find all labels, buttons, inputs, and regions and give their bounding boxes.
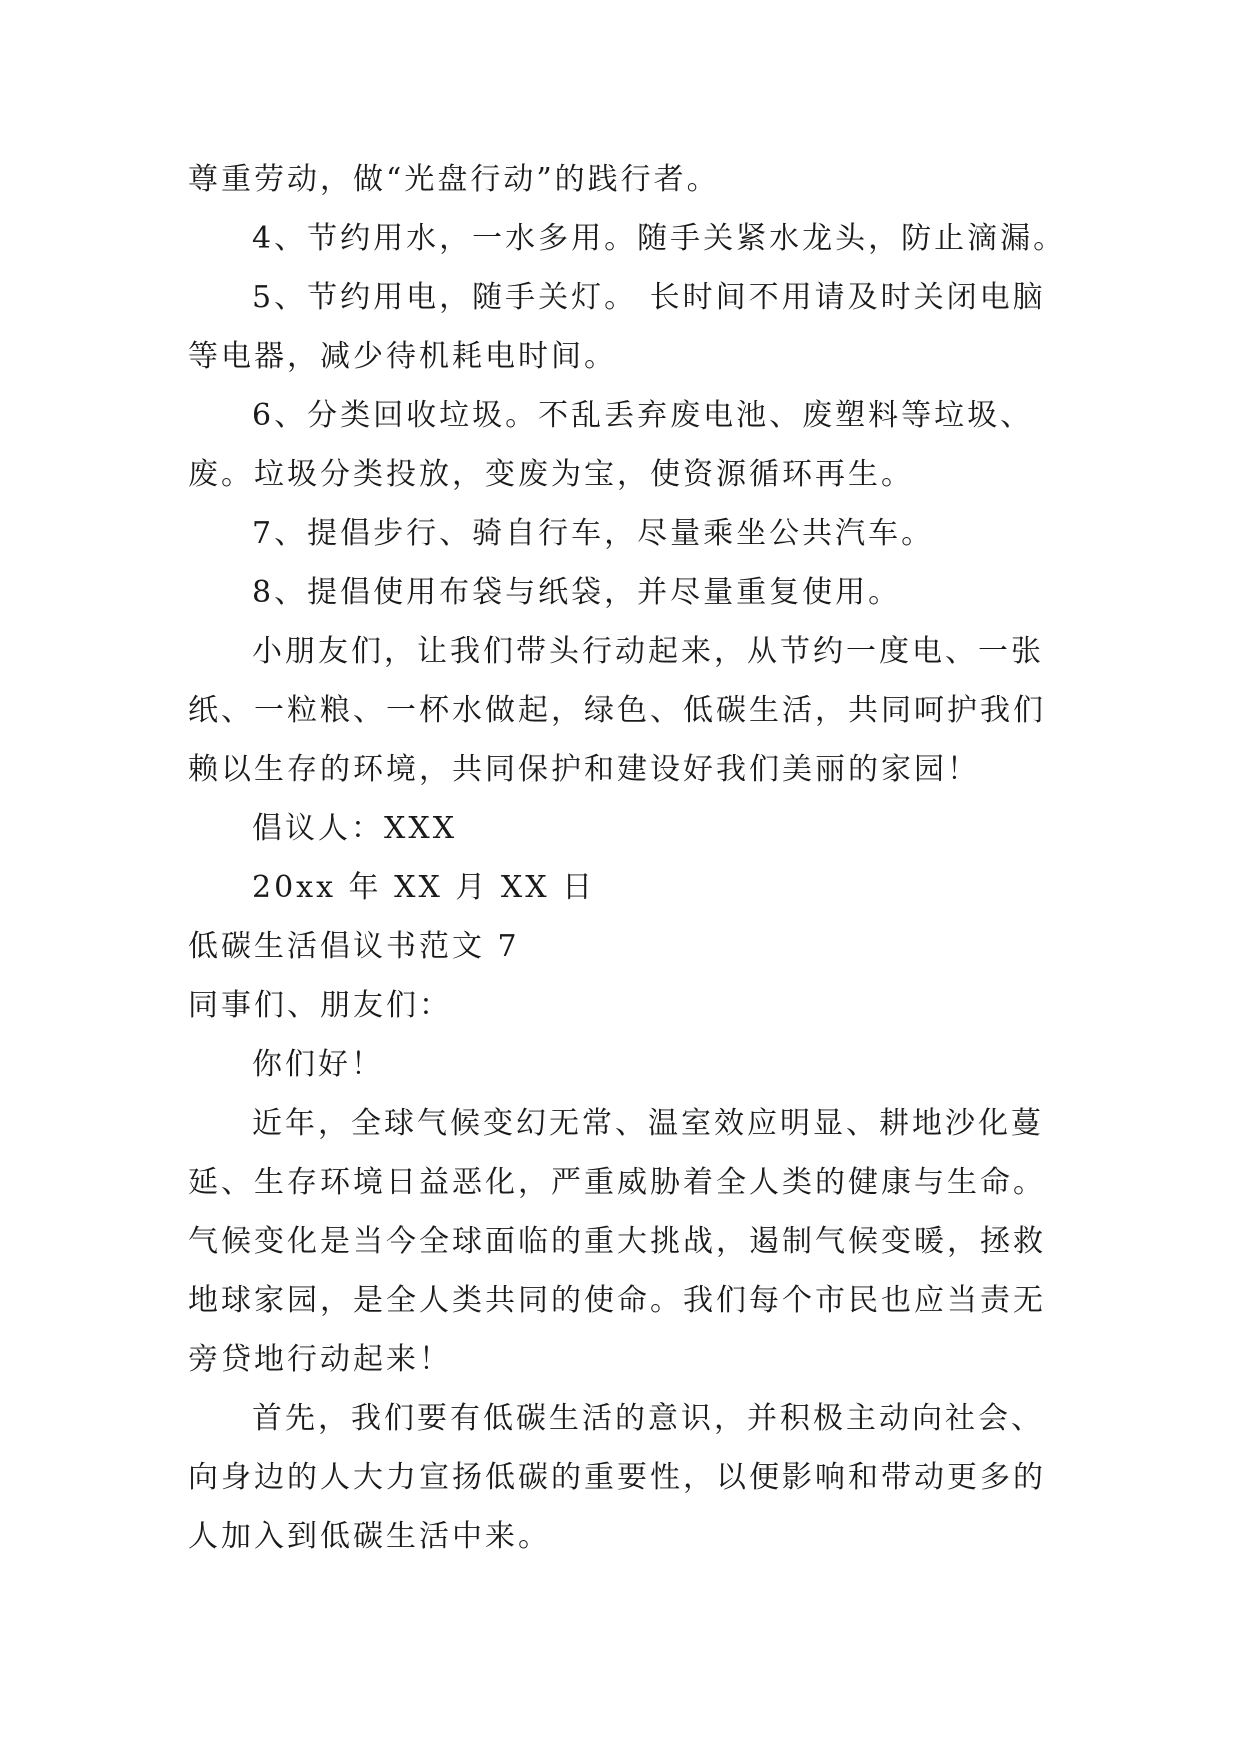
text-line: 旁贷地行动起来！ <box>188 1342 452 1377</box>
text-line: 废。垃圾分类投放，变废为宝，使资源循环再生。 <box>188 457 914 492</box>
text-line: 6、分类回收垃圾。不乱丢弃废电池、废塑料等垃圾、 <box>252 398 1034 433</box>
text-line: 赖以生存的环境，共同保护和建设好我们美丽的家园！ <box>188 752 980 787</box>
text-line: 延、生存环境日益恶化，严重威胁着全人类的健康与生命。 <box>188 1165 1046 1200</box>
section-title: 低碳生活倡议书范文 7 <box>188 929 520 964</box>
text-line: 8、提倡使用布袋与纸袋，并尽量重复使用。 <box>252 575 902 610</box>
text-line: 近年，全球气候变幻无常、温室效应明显、耕地沙化蔓 <box>252 1106 1044 1141</box>
text-line: 4、节约用水，一水多用。随手关紧水龙头，防止滴漏。 <box>252 221 1067 256</box>
text-line: 气候变化是当今全球面临的重大挑战，遏制气候变暖，拯救 <box>188 1224 1046 1259</box>
text-line: 首先，我们要有低碳生活的意识，并积极主动向社会、 <box>252 1401 1044 1436</box>
salutation: 同事们、朋友们： <box>188 988 452 1023</box>
text-line: 7、提倡步行、骑自行车，尽量乘坐公共汽车。 <box>252 516 935 551</box>
signer-line: 倡议人：XXX <box>252 811 458 846</box>
document-body <box>188 150 1068 1566</box>
text-line: 纸、一粒粮、一杯水做起，绿色、低碳生活，共同呵护我们 <box>188 693 1046 728</box>
text-line: 人加入到低碳生活中来。 <box>188 1519 551 1554</box>
text-line: 尊重劳动，做“光盘行动”的践行者。 <box>188 162 720 197</box>
text-line: 地球家园，是全人类共同的使命。我们每个市民也应当责无 <box>188 1283 1046 1318</box>
text-line: 向身边的人大力宣扬低碳的重要性，以便影响和带动更多的 <box>188 1460 1046 1495</box>
greeting: 你们好！ <box>252 1047 384 1082</box>
date-line: 20xx 年 XX 月 XX 日 <box>252 870 596 905</box>
text-line: 等电器，减少待机耗电时间。 <box>188 339 617 374</box>
text-line: 小朋友们，让我们带头行动起来，从节约一度电、一张 <box>252 634 1044 669</box>
text-line: 5、节约用电，随手关灯。 长时间不用请及时关闭电脑 <box>252 280 1046 315</box>
